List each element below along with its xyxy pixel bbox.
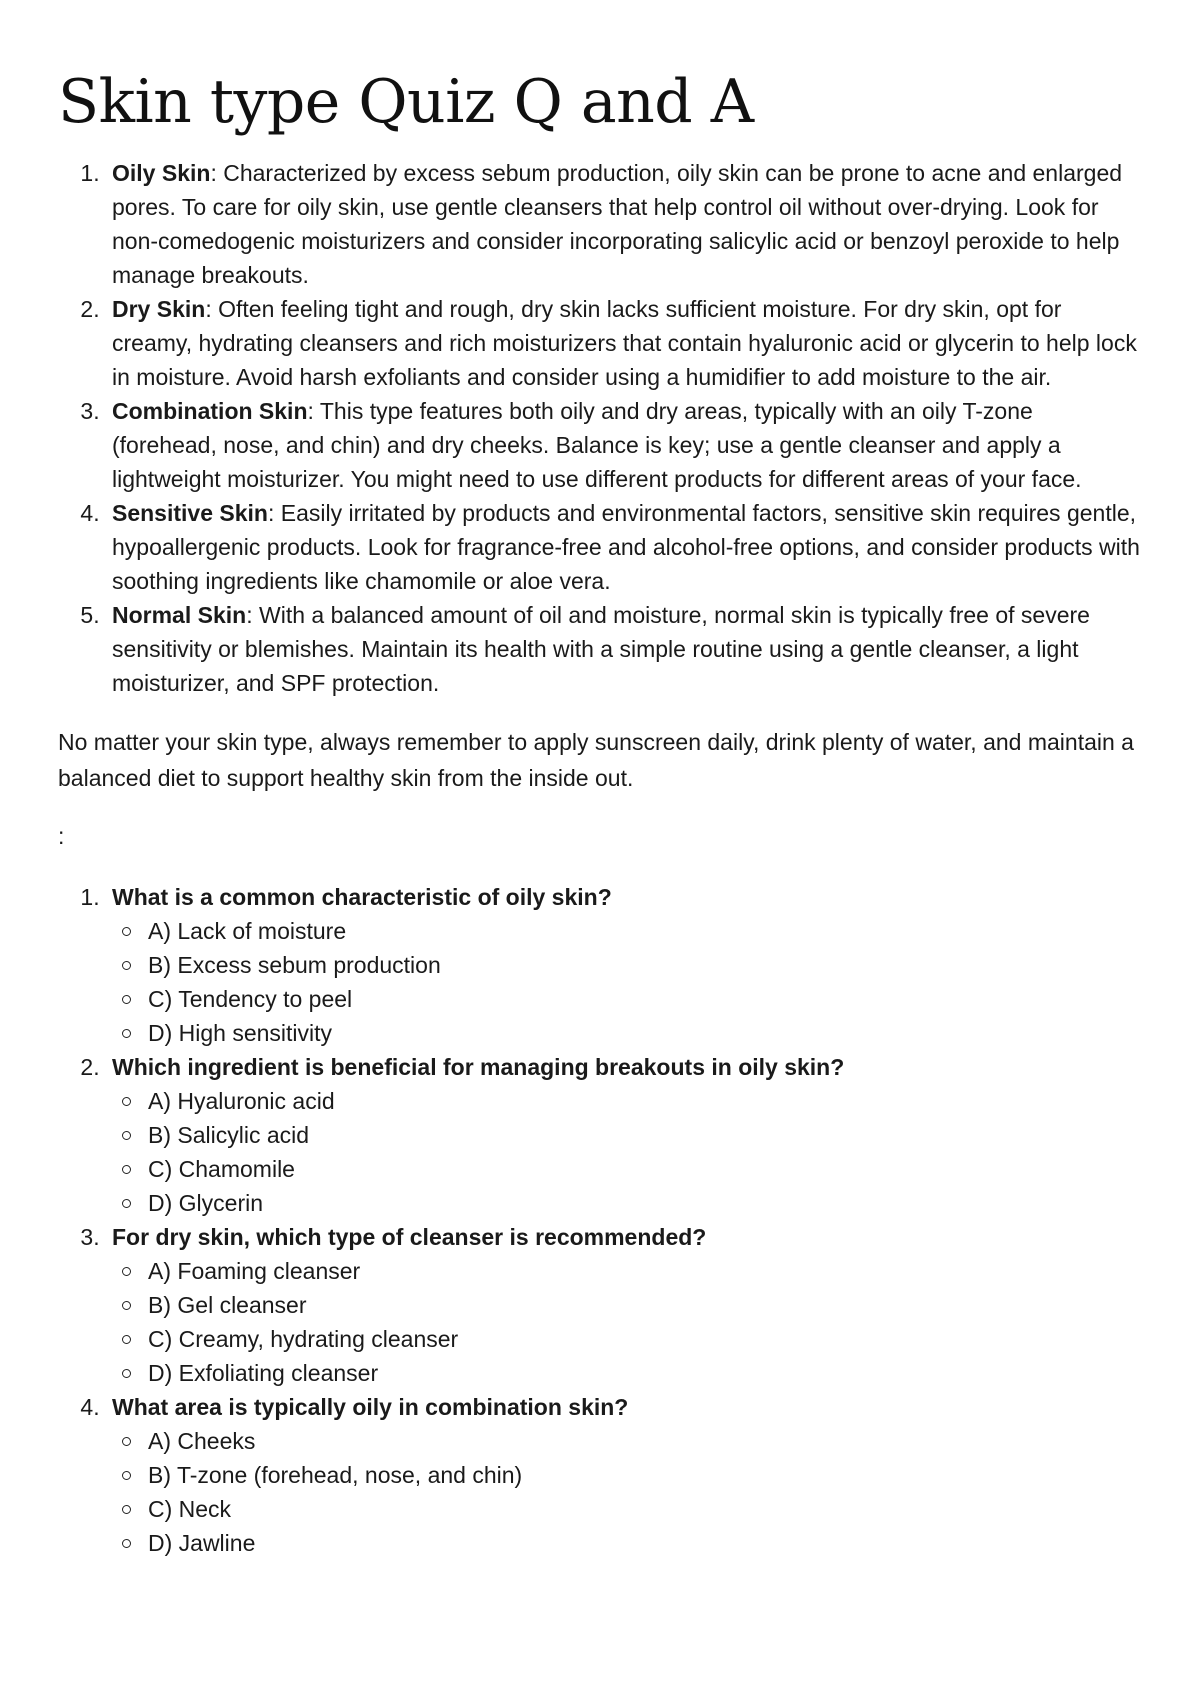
answer-option: D) High sensitivity (118, 1016, 1142, 1050)
skin-type-description: : With a balanced amount of oil and moisture, normal skin is typically free of severe sensitivity or blemishes. Maintain its health with a simple routine using a gentle cleanser, a light moisturizer, and SPF protection. (112, 602, 1090, 696)
quiz-question: For dry skin, which type of cleanser is recommended? (112, 1224, 707, 1250)
answer-option: A) Lack of moisture (118, 914, 1142, 948)
answer-option: C) Creamy, hydrating cleanser (118, 1322, 1142, 1356)
answer-options (112, 1254, 1142, 1390)
answer-option: B) Gel cleanser (118, 1288, 1142, 1322)
quiz-question: Which ingredient is beneficial for managing breakouts in oily skin? (112, 1054, 845, 1080)
skin-type-list (58, 156, 1142, 700)
skin-type-description: : Characterized by excess sebum production, oily skin can be prone to acne and enlarged pores. To care for oily skin, use gentle cleansers that help control oil without over-drying. Look for non-comedogenic moisturizers and consider incorporating salicylic acid or benzoyl peroxide to help manage breakouts. (112, 160, 1123, 288)
skin-type-description: : Easily irritated by products and environmental factors, sensitive skin requires gentle, hypoallergenic products. Look for fragrance-free and alcohol-free options, and consider products with soothing ingredients like chamomile or aloe vera. (112, 500, 1140, 594)
answer-option: D) Exfoliating cleanser (118, 1356, 1142, 1390)
answer-option: B) T-zone (forehead, nose, and chin) (118, 1458, 1142, 1492)
separator-text: : (58, 823, 65, 849)
quiz-question-item (106, 1050, 1142, 1220)
list-item (106, 394, 1142, 496)
skin-type-term: Dry Skin (112, 296, 206, 322)
skin-type-description: : Often feeling tight and rough, dry skin lacks sufficient moisture. For dry skin, opt for creamy, hydrating cleansers and rich moisturizers that contain hyaluronic acid or glycerin to help lock in moisture. Avoid harsh exfoliants and consider using a humidifier to add moisture to the air. (112, 296, 1137, 390)
answer-option: A) Cheeks (118, 1424, 1142, 1458)
answer-option: C) Neck (118, 1492, 1142, 1526)
answer-options (112, 914, 1142, 1050)
list-item (106, 598, 1142, 700)
answer-option: D) Jawline (118, 1526, 1142, 1560)
answer-option: B) Excess sebum production (118, 948, 1142, 982)
list-item (106, 496, 1142, 598)
list-item (106, 156, 1142, 292)
quiz-question: What is a common characteristic of oily skin? (112, 884, 612, 910)
answer-options (112, 1084, 1142, 1220)
answer-option: A) Hyaluronic acid (118, 1084, 1142, 1118)
page-title: Skin type Quiz Q and A (58, 67, 754, 137)
skin-type-description: : This type features both oily and dry areas, typically with an oily T-zone (forehead, nose, and chin) and dry cheeks. Balance is key; use a gentle cleanser and apply a lightweight moisturizer. You might need to use different products for different areas of your face. (112, 398, 1082, 492)
list-item (106, 292, 1142, 394)
quiz-question-item (106, 1390, 1142, 1560)
skin-type-term: Oily Skin (112, 160, 211, 186)
quiz-question-item (106, 1220, 1142, 1390)
answer-option: C) Tendency to peel (118, 982, 1142, 1016)
answer-option: D) Glycerin (118, 1186, 1142, 1220)
answer-option: C) Chamomile (118, 1152, 1142, 1186)
skin-type-term: Normal Skin (112, 602, 247, 628)
quiz-question-item (106, 880, 1142, 1050)
skin-type-term: Combination Skin (112, 398, 308, 424)
quiz-list (58, 880, 1142, 1560)
answer-options (112, 1424, 1142, 1560)
quiz-question: What area is typically oily in combination skin? (112, 1394, 629, 1420)
answer-option: B) Salicylic acid (118, 1118, 1142, 1152)
skin-type-term: Sensitive Skin (112, 500, 268, 526)
answer-option: A) Foaming cleanser (118, 1254, 1142, 1288)
closing-paragraph: No matter your skin type, always remember to apply sunscreen daily, drink plenty of water, and maintain a balanced diet to support healthy skin from the inside out. (58, 729, 1134, 791)
